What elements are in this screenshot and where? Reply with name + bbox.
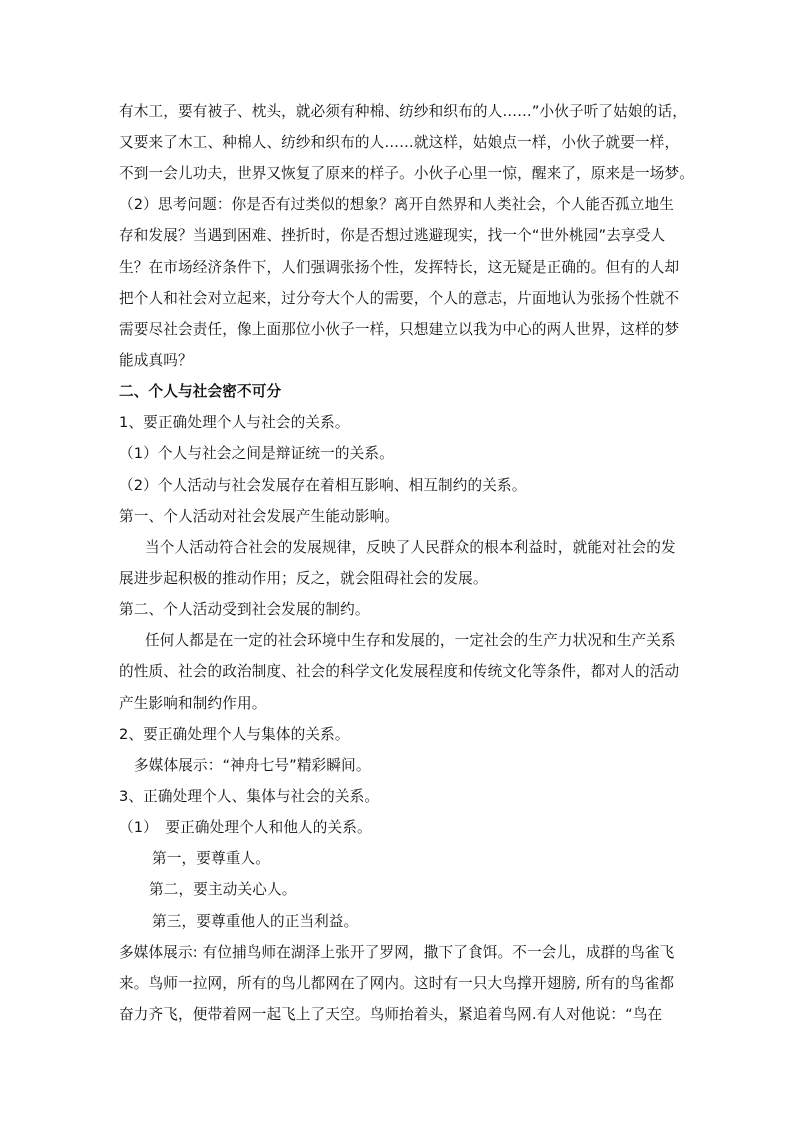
paragraph-line: 产生影响和制约作用。: [119, 695, 267, 712]
paragraph-line: 奋力齐飞，便带着网一起飞上了天空。鸟师抬着头，紧追着鸟网.有人对他说：“鸟在: [119, 1006, 663, 1023]
subheading-line: 第一、个人活动对社会发展产生能动影响。: [119, 508, 400, 525]
paragraph-line: 不到一会儿功夫，世界又恢复了原来的样子。小伙子心里一惊，醒来了，原来是一场梦。: [119, 165, 695, 182]
paragraph-line: 展进步起积极的推动作用；反之，就会阻碍社会的发展。: [119, 570, 488, 587]
paragraph-line: 来。鸟师一拉网，所有的鸟儿都网在了网内。这时有一只大鸟撑开翅膀, 所有的鸟雀都: [119, 975, 675, 992]
paragraph-line: 多媒体展示: 有位捕鸟师在湖泽上张开了罗网，撒下了食饵。不一会儿，成群的鸟雀飞: [119, 944, 675, 961]
paragraph-line: 当个人活动符合社会的发展规律，反映了人民群众的根本利益时，就能对社会的发: [145, 539, 676, 556]
list-item: 第二，要主动关心人。: [149, 881, 297, 898]
paragraph-line: 有木工，要有被子、枕头，就必须有种棉、纺纱和织布的人……”小伙子听了姑娘的话，: [119, 103, 687, 120]
list-item: （2）个人活动与社会发展存在着相互影响、相互制约的关系。: [119, 477, 527, 494]
paragraph-line: （2）思考问题：你是否有过类似的想象？离开自然界和人类社会，个人能否孤立地生: [119, 196, 674, 213]
paragraph-line: 能成真吗？: [119, 352, 193, 369]
section-heading: 二、个人与社会密不可分: [119, 383, 282, 400]
paragraph-line: 生？在市场经济条件下，人们强调张扬个性，发挥特长，这无疑是正确的。但有的人却: [119, 259, 680, 276]
subheading-line: 1、要正确处理个人与社会的关系。: [119, 414, 350, 431]
subheading-line: 3、正确处理个人、集体与社会的关系。: [119, 788, 380, 805]
paragraph-line: 把个人和社会对立起来，过分夸大个人的需要，个人的意志，片面地认为张扬个性就不: [119, 290, 680, 307]
subheading-line: 2、要正确处理个人与集体的关系。: [119, 726, 350, 743]
list-item: （1） 要正确处理个人和他人的关系。: [119, 819, 372, 836]
subheading-line: 第二、个人活动受到社会发展的制约。: [119, 601, 370, 618]
list-item: （1）个人与社会之间是辩证统一的关系。: [119, 445, 394, 462]
paragraph-line: 多媒体展示：“神舟七号”精彩瞬间。: [134, 757, 371, 774]
list-item: 第三，要尊重他人的正当利益。: [152, 913, 359, 930]
paragraph-line: 又要来了木工、种棉人、纺纱和织布的人……就这样，姑娘点一样，小伙子就要一样，: [119, 134, 680, 151]
paragraph-line: 存和发展？当遇到困难、挫折时，你是否想过逃避现实，找一个“世外桃园”去享受人: [119, 227, 666, 244]
paragraph-line: 任何人都是在一定的社会环境中生存和发展的，一定社会的生产力状况和生产关系: [145, 632, 676, 649]
list-item: 第一，要尊重人。: [152, 850, 270, 867]
paragraph-line: 需要尽社会责任，像上面那位小伙子一样，只想建立以我为中心的两人世界，这样的梦: [119, 321, 680, 338]
paragraph-line: 的性质、社会的政治制度、社会的科学文化发展程度和传统文化等条件，都对人的活动: [119, 663, 680, 680]
